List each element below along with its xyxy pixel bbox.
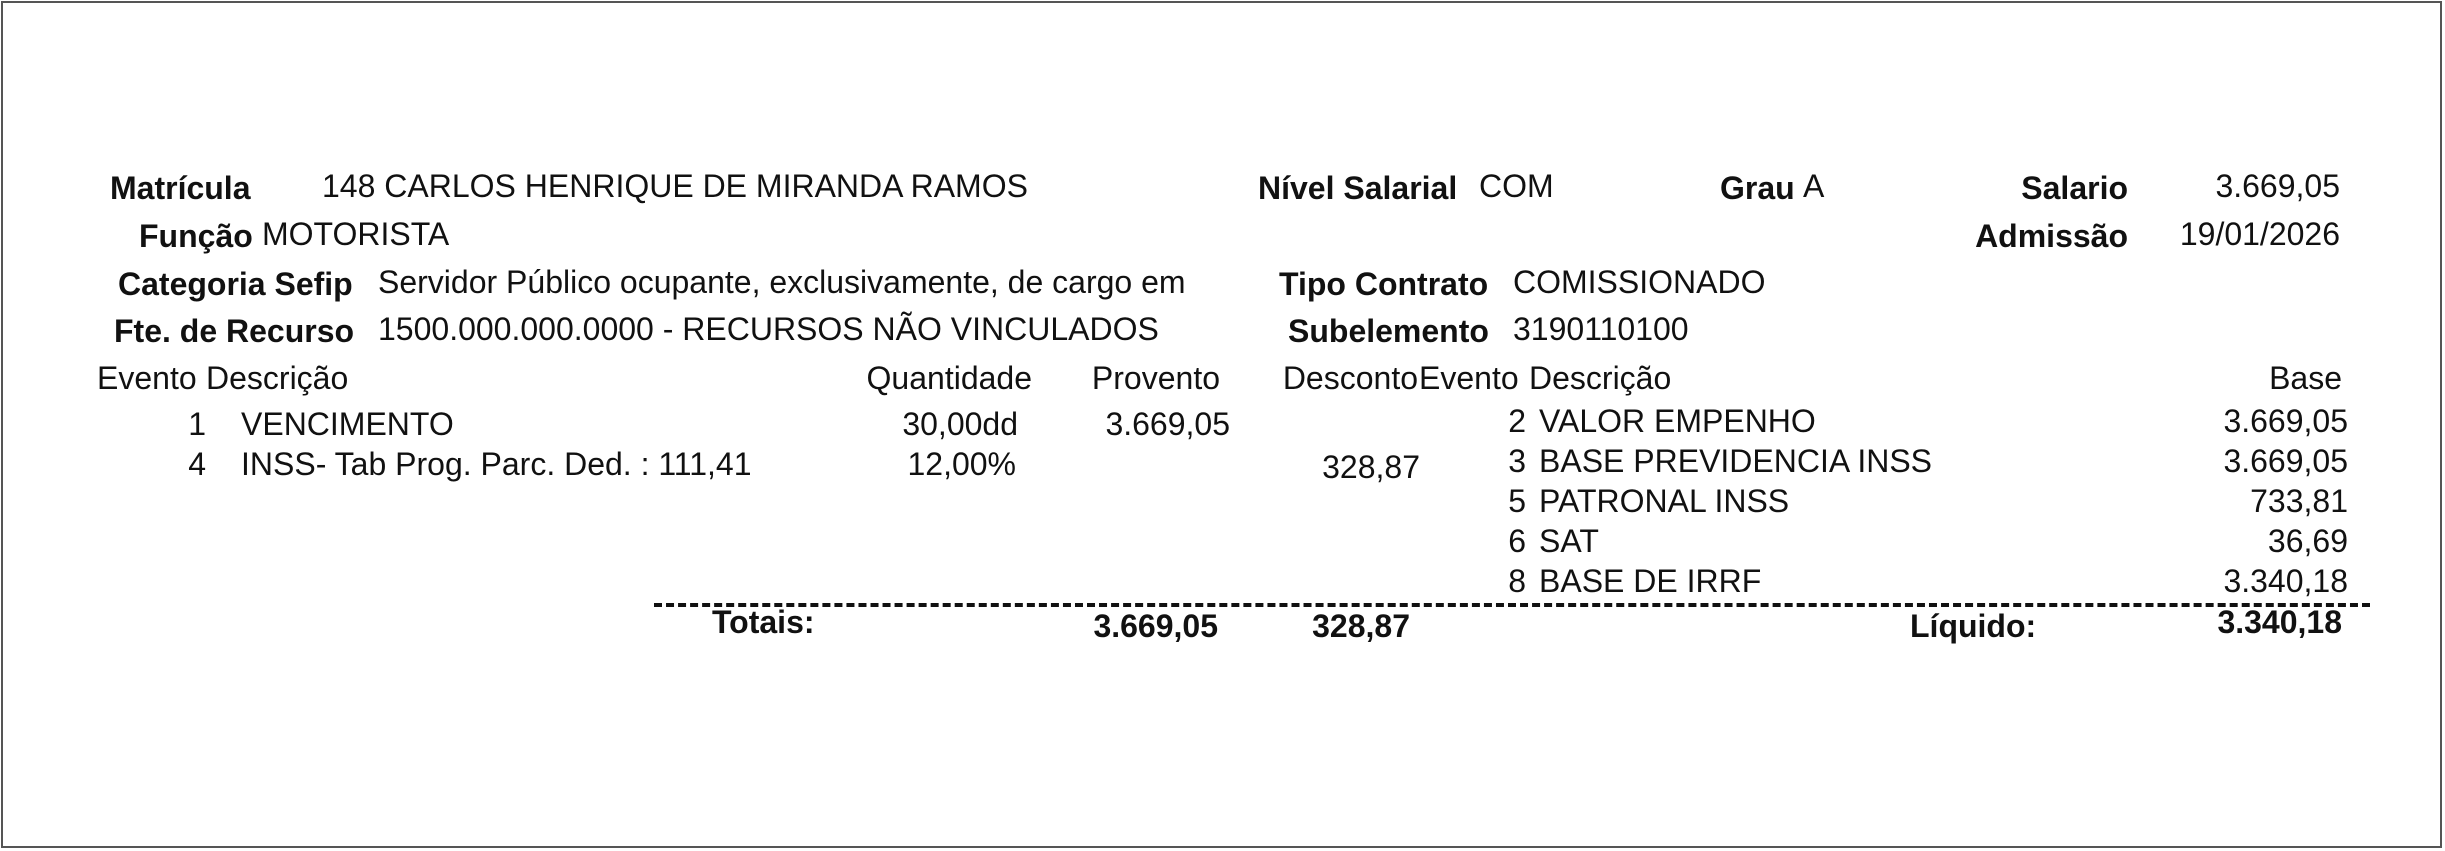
right-row-3-base: 733,81 — [2250, 483, 2348, 519]
left-header-provento: Provento — [1091, 360, 1220, 396]
right-row-4-evento: 6 — [1508, 523, 1526, 559]
left-header-descricao: Descrição — [206, 360, 349, 396]
grau-value: A — [1803, 168, 1825, 204]
left-row-2-desconto: 328,87 — [1322, 449, 1420, 485]
right-row-1-evento: 2 — [1508, 403, 1526, 439]
right-row-1-descricao: VALOR EMPENHO — [1539, 403, 1816, 439]
left-row-2-evento: 4 — [188, 446, 206, 482]
fonte-recurso-label: Fte. de Recurso — [114, 313, 355, 349]
admissao-value: 19/01/2026 — [2179, 216, 2340, 252]
tipo-contrato-value: COMISSIONADO — [1513, 264, 1766, 300]
left-row-2-quantidade: 12,00% — [907, 446, 1016, 482]
subelemento-value: 3190110100 — [1513, 311, 1689, 347]
fonte-recurso-value: 1500.000.000.0000 - RECURSOS NÃO VINCULADOS — [378, 311, 1159, 347]
left-row-1-provento: 3.669,05 — [1105, 406, 1230, 442]
right-row-2-base: 3.669,05 — [2223, 443, 2348, 479]
admissao-label: Admissão — [1975, 218, 2128, 254]
funcao-label: Função — [139, 218, 253, 254]
right-row-1-base: 3.669,05 — [2223, 403, 2348, 439]
right-row-2-descricao: BASE PREVIDENCIA INSS — [1539, 443, 1933, 479]
right-header-evento: Evento — [1419, 360, 1519, 396]
totals-provento: 3.669,05 — [1093, 608, 1218, 644]
right-row-4-base: 36,69 — [2267, 523, 2348, 559]
right-row-5-descricao: BASE DE IRRF — [1539, 563, 1762, 599]
grau-label: Grau — [1720, 170, 1795, 206]
salario-value: 3.669,05 — [2215, 168, 2340, 204]
liquido-value: 3.340,18 — [2217, 604, 2342, 640]
subelemento-label: Subelemento — [1288, 313, 1489, 349]
right-row-2-evento: 3 — [1508, 443, 1526, 479]
liquido-label: Líquido: — [1910, 608, 2037, 644]
right-row-3-descricao: PATRONAL INSS — [1539, 483, 1790, 519]
totals-separator — [654, 603, 2370, 607]
right-row-5-base: 3.340,18 — [2223, 563, 2348, 599]
left-header-quantidade: Quantidade — [866, 360, 1032, 396]
categoria-sefip-value: Servidor Público ocupante, exclusivamente, de cargo em — [378, 264, 1186, 300]
totals-label: Totais: — [712, 604, 815, 640]
left-row-1-evento: 1 — [188, 406, 206, 442]
matricula-value: 148 CARLOS HENRIQUE DE MIRANDA RAMOS — [322, 168, 1028, 204]
tipo-contrato-label: Tipo Contrato — [1279, 266, 1489, 302]
right-row-3-evento: 5 — [1508, 483, 1526, 519]
nivel-salarial-value: COM — [1479, 168, 1554, 204]
matricula-label: Matrícula — [110, 170, 251, 206]
right-row-4-descricao: SAT — [1539, 523, 1599, 559]
right-row-5-evento: 8 — [1508, 563, 1526, 599]
nivel-salarial-label: Nível Salarial — [1258, 170, 1458, 206]
left-header-evento: Evento — [97, 360, 197, 396]
left-row-2-descricao: INSS- Tab Prog. Parc. Ded. : 111,41 — [241, 446, 752, 482]
left-row-1-descricao: VENCIMENTO — [241, 406, 454, 442]
left-row-1-quantidade: 30,00dd — [902, 406, 1018, 442]
salario-label: Salario — [2021, 170, 2128, 206]
funcao-value: MOTORISTA — [262, 216, 450, 252]
totals-desconto: 328,87 — [1312, 608, 1410, 644]
right-header-descricao: Descrição — [1529, 360, 1672, 396]
categoria-sefip-label: Categoria Sefip — [118, 266, 353, 302]
left-header-desconto: Desconto — [1282, 360, 1418, 396]
right-header-base: Base — [2269, 360, 2342, 396]
